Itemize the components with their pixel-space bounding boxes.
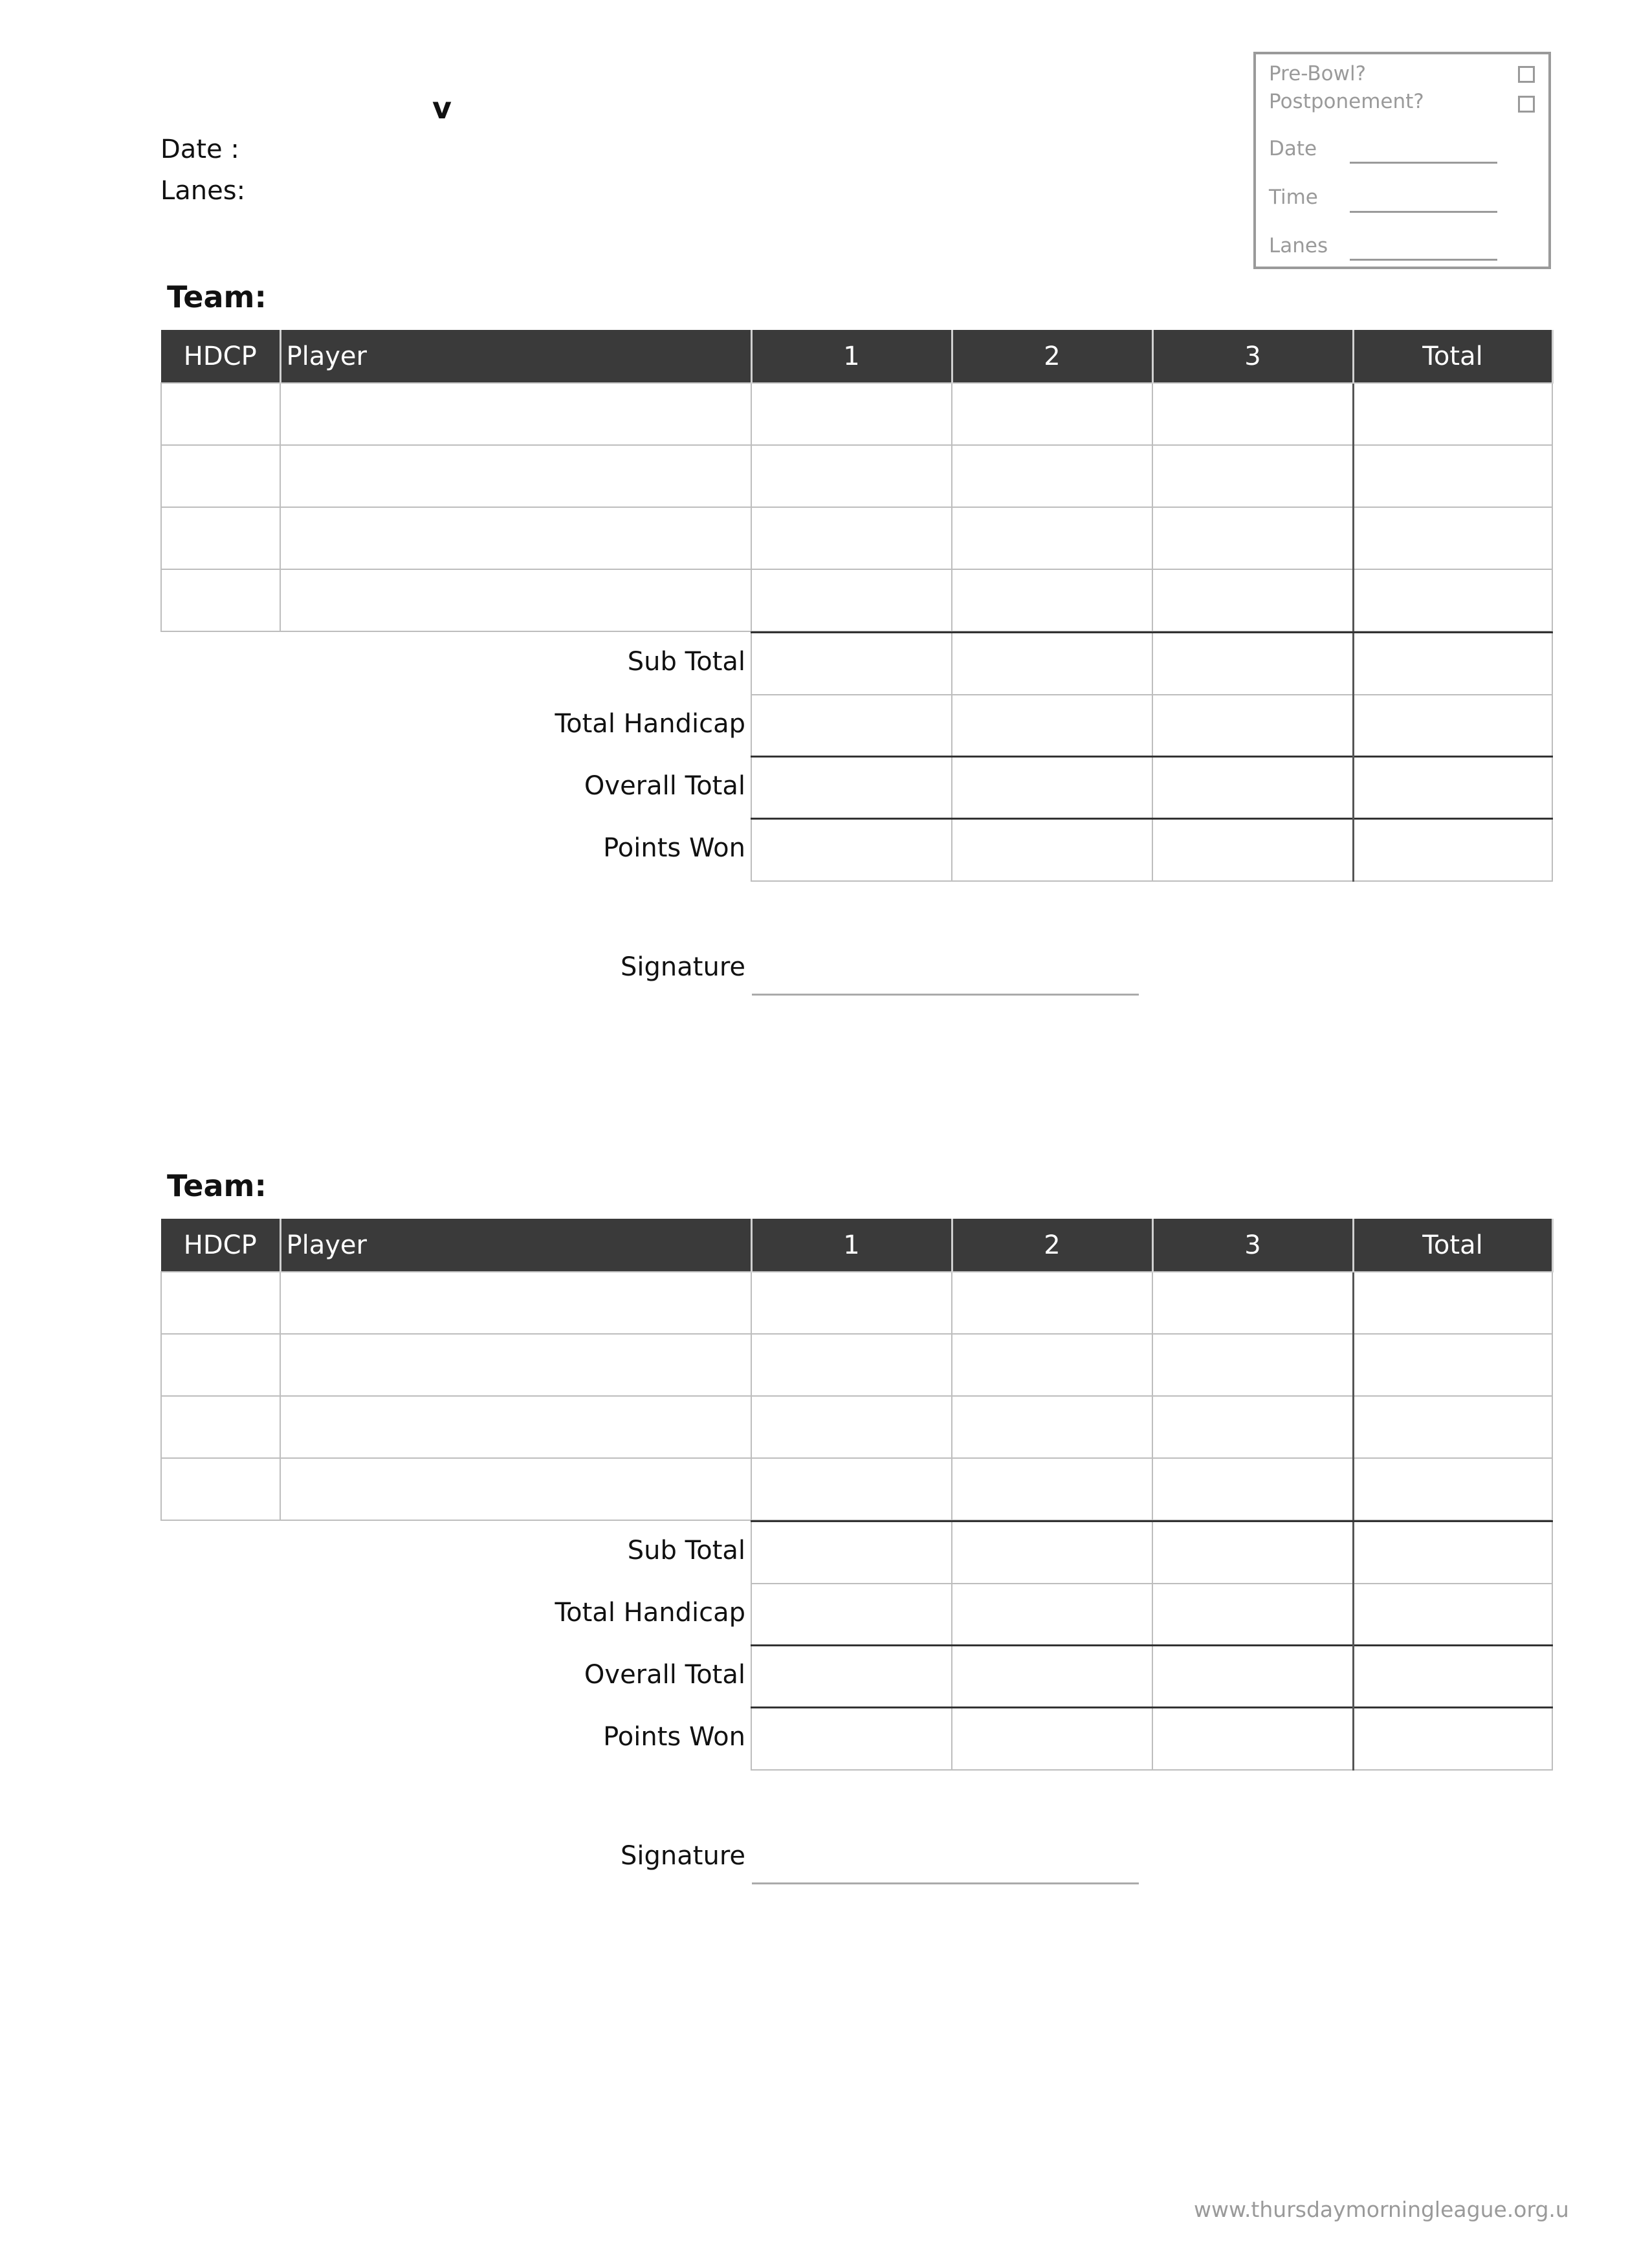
total-cell[interactable] <box>1353 1272 1552 1334</box>
total-cell[interactable] <box>1353 383 1552 445</box>
table-row <box>161 1272 1552 1334</box>
team-2-score-table <box>160 1219 1554 1521</box>
prebowl-checkbox[interactable] <box>1518 66 1535 83</box>
hdcp-cell[interactable] <box>161 507 280 569</box>
col-total: Total <box>1353 330 1552 383</box>
team-1-score-table <box>160 330 1554 632</box>
signature-label: Signature <box>621 952 745 982</box>
player-cell[interactable] <box>280 1458 751 1520</box>
website-footer: www.thursdaymorningleague.org.u <box>1194 2197 1569 2222</box>
sub-total-row <box>751 1521 1552 1584</box>
overall-total-row <box>751 1646 1552 1708</box>
total-cell[interactable] <box>1353 1334 1552 1396</box>
table-header-row <box>161 330 1552 383</box>
col-player: Player <box>280 1219 751 1272</box>
hdcp-cell[interactable] <box>161 1334 280 1396</box>
points-won-row <box>751 1708 1552 1770</box>
game-cell[interactable] <box>952 1272 1152 1334</box>
game-cell[interactable] <box>751 569 952 631</box>
lanes-label: Lanes: <box>160 176 246 206</box>
col-game-3: 3 <box>1152 330 1353 383</box>
col-game-3: 3 <box>1152 1219 1353 1272</box>
table-row <box>161 1334 1552 1396</box>
reschedule-date-field[interactable] <box>1350 162 1497 164</box>
hdcp-cell[interactable] <box>161 1458 280 1520</box>
hdcp-cell[interactable] <box>161 1272 280 1334</box>
overall-total-row <box>751 757 1552 819</box>
game-cell[interactable] <box>1152 383 1353 445</box>
player-cell[interactable] <box>280 569 751 631</box>
game-cell[interactable] <box>1152 1272 1353 1334</box>
game-cell[interactable] <box>952 1396 1152 1458</box>
col-hdcp: HDCP <box>161 330 280 383</box>
versus-label: v <box>432 91 452 125</box>
col-hdcp: HDCP <box>161 1219 280 1272</box>
postponement-label: Postponement? <box>1269 90 1424 113</box>
reschedule-time-label: Time <box>1269 186 1318 209</box>
sub-total-row <box>751 633 1552 695</box>
player-cell[interactable] <box>280 1396 751 1458</box>
game-cell[interactable] <box>751 1458 952 1520</box>
prebowl-label: Pre-Bowl? <box>1269 62 1367 85</box>
game-cell[interactable] <box>952 507 1152 569</box>
signature-field[interactable] <box>752 994 1139 996</box>
table-row <box>161 383 1552 445</box>
game-cell[interactable] <box>952 569 1152 631</box>
sub-total-label: Sub Total <box>627 647 745 677</box>
reschedule-lanes-label: Lanes <box>1269 234 1328 257</box>
player-cell[interactable] <box>280 383 751 445</box>
game-cell[interactable] <box>1152 1334 1353 1396</box>
signature-field[interactable] <box>752 1882 1139 1884</box>
col-total: Total <box>1353 1219 1552 1272</box>
col-game-1: 1 <box>751 1219 952 1272</box>
team-2-summary-table <box>751 1520 1553 1771</box>
hdcp-cell[interactable] <box>161 445 280 507</box>
table-row <box>161 507 1552 569</box>
table-header-row <box>161 1219 1552 1272</box>
reschedule-date-label: Date <box>1269 137 1317 160</box>
total-cell[interactable] <box>1353 507 1552 569</box>
sub-total-label: Sub Total <box>627 1536 745 1565</box>
total-cell[interactable] <box>1353 445 1552 507</box>
player-cell[interactable] <box>280 445 751 507</box>
table-row <box>161 445 1552 507</box>
player-cell[interactable] <box>280 1272 751 1334</box>
game-cell[interactable] <box>952 1334 1152 1396</box>
game-cell[interactable] <box>1152 1458 1353 1520</box>
team-1-label: Team: <box>167 279 267 314</box>
game-cell[interactable] <box>751 383 952 445</box>
game-cell[interactable] <box>1152 507 1353 569</box>
game-cell[interactable] <box>952 383 1152 445</box>
points-won-label: Points Won <box>603 1722 745 1752</box>
game-cell[interactable] <box>751 1272 952 1334</box>
game-cell[interactable] <box>751 507 952 569</box>
game-cell[interactable] <box>751 1334 952 1396</box>
hdcp-cell[interactable] <box>161 569 280 631</box>
team-2-label: Team: <box>167 1168 267 1203</box>
col-game-2: 2 <box>952 330 1152 383</box>
postponement-checkbox[interactable] <box>1518 96 1535 113</box>
reschedule-time-field[interactable] <box>1350 211 1497 213</box>
reschedule-box <box>1253 52 1551 269</box>
game-cell[interactable] <box>751 1396 952 1458</box>
table-row <box>161 1458 1552 1520</box>
points-won-label: Points Won <box>603 833 745 863</box>
game-cell[interactable] <box>1152 569 1353 631</box>
hdcp-cell[interactable] <box>161 383 280 445</box>
total-cell[interactable] <box>1353 569 1552 631</box>
date-label: Date : <box>160 135 239 164</box>
total-cell[interactable] <box>1353 1396 1552 1458</box>
col-game-1: 1 <box>751 330 952 383</box>
signature-label: Signature <box>621 1841 745 1871</box>
total-handicap-row <box>751 695 1552 757</box>
total-handicap-label: Total Handicap <box>555 709 745 739</box>
table-row <box>161 1396 1552 1458</box>
player-cell[interactable] <box>280 1334 751 1396</box>
game-cell[interactable] <box>1152 445 1353 507</box>
col-game-2: 2 <box>952 1219 1152 1272</box>
overall-total-label: Overall Total <box>584 771 745 801</box>
game-cell[interactable] <box>952 445 1152 507</box>
overall-total-label: Overall Total <box>584 1660 745 1690</box>
player-cell[interactable] <box>280 507 751 569</box>
col-player: Player <box>280 330 751 383</box>
total-handicap-label: Total Handicap <box>555 1598 745 1628</box>
table-row <box>161 569 1552 631</box>
points-won-row <box>751 819 1552 881</box>
game-cell[interactable] <box>952 1458 1152 1520</box>
total-handicap-row <box>751 1584 1552 1646</box>
hdcp-cell[interactable] <box>161 1396 280 1458</box>
game-cell[interactable] <box>1152 1396 1353 1458</box>
total-cell[interactable] <box>1353 1458 1552 1520</box>
game-cell[interactable] <box>751 445 952 507</box>
reschedule-lanes-field[interactable] <box>1350 259 1497 261</box>
team-1-summary-table <box>751 631 1553 882</box>
